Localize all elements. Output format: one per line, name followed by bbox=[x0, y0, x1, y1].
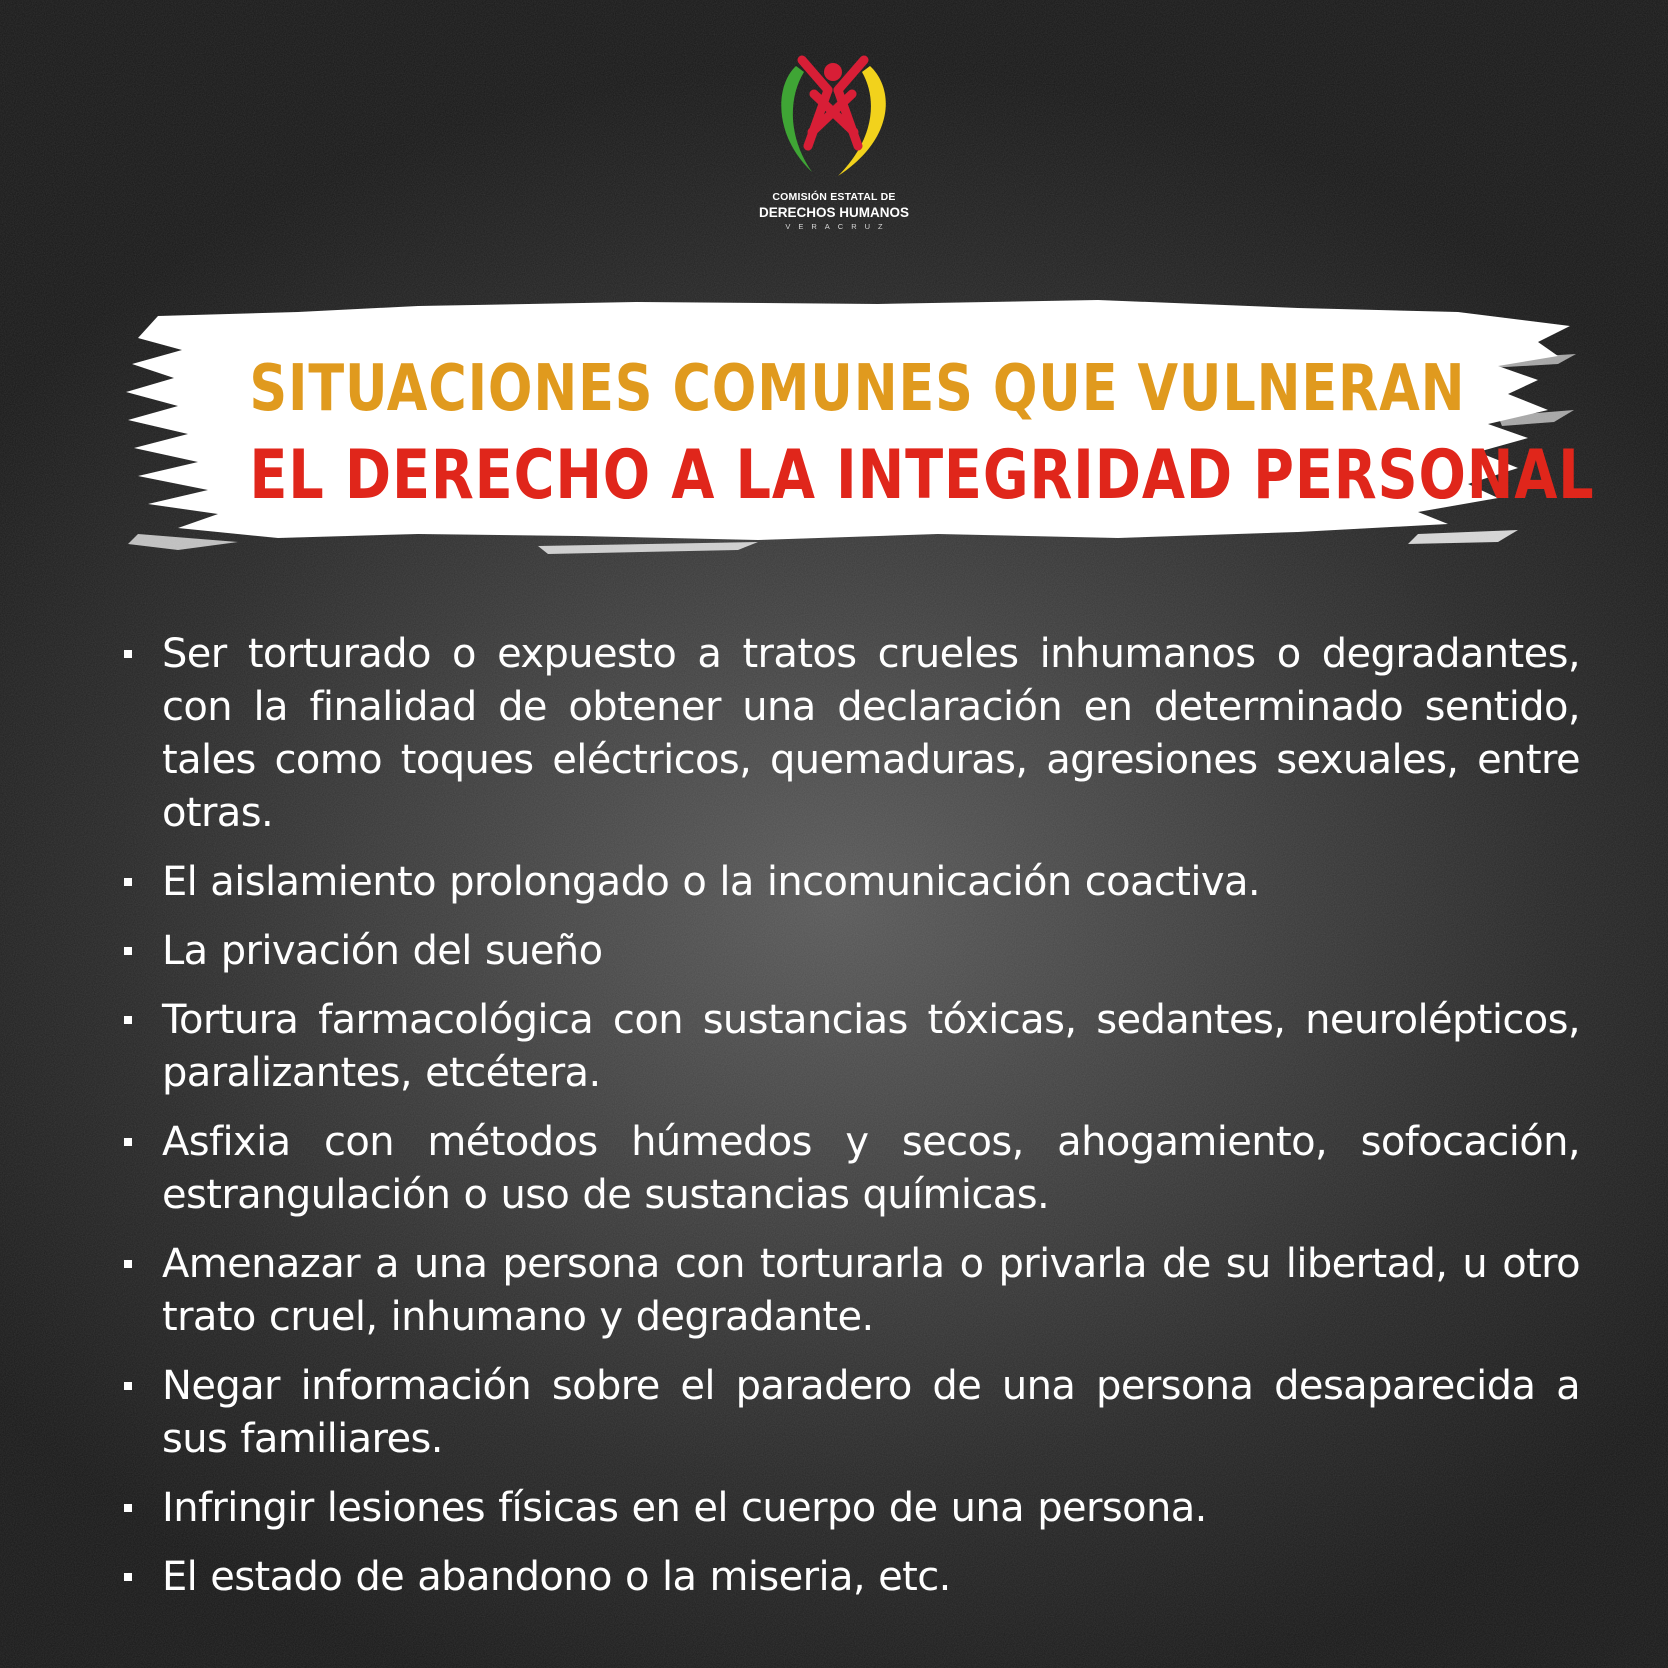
bullet-icon bbox=[124, 1016, 132, 1024]
list-item bbox=[118, 1551, 1580, 1604]
title-banner bbox=[118, 298, 1595, 578]
list-item bbox=[118, 1116, 1580, 1222]
list-item-text: Infringir lesiones físicas en el cuerpo de una persona. bbox=[162, 1485, 1207, 1531]
title-line-2: EL DERECHO A LA INTEGRIDAD PERSONAL bbox=[249, 436, 1595, 515]
list-item-text: Asfixia con métodos húmedos y secos, ahogamiento, sofocación, estrangulación o uso de sustancias químicas. bbox=[162, 1119, 1580, 1218]
logo-text-human-rights: DERECHOS HUMANOS bbox=[758, 205, 909, 220]
bullet-icon bbox=[124, 1260, 132, 1268]
list-item bbox=[118, 628, 1580, 840]
cedh-logo bbox=[734, 54, 934, 244]
list-item bbox=[118, 1238, 1580, 1344]
figure-head bbox=[824, 63, 842, 81]
list-item bbox=[118, 925, 1580, 978]
list-item-text: El estado de abandono o la miseria, etc. bbox=[162, 1554, 951, 1600]
green-arc bbox=[781, 66, 812, 172]
logo-text-state: VERACRUZ bbox=[785, 222, 891, 231]
situations-list bbox=[118, 628, 1580, 1620]
bullet-icon bbox=[124, 1504, 132, 1512]
list-item bbox=[118, 856, 1580, 909]
bullet-icon bbox=[124, 1382, 132, 1390]
list-item-text: Negar información sobre el paradero de una persona desaparecida a sus familiares. bbox=[162, 1363, 1580, 1462]
list-item bbox=[118, 994, 1580, 1100]
logo-text-commission: COMISIÓN ESTATAL DE bbox=[772, 191, 896, 203]
list-item-text: Ser torturado o expuesto a tratos crueles inhumanos o degradantes, con la finalidad de obtener una declaración en determinado sentido, tales como toques eléctricos, quemaduras, agresiones sexuales, entre otras. bbox=[162, 631, 1580, 836]
list-item-text: El aislamiento prolongado o la incomunicación coactiva. bbox=[162, 859, 1261, 905]
bullet-icon bbox=[124, 650, 132, 658]
list-item-text: La privación del sueño bbox=[162, 928, 603, 974]
bullet-icon bbox=[124, 947, 132, 955]
list-item bbox=[118, 1482, 1580, 1535]
list-item-text: Tortura farmacológica con sustancias tóxicas, sedantes, neurolépticos, paralizantes, etcétera. bbox=[162, 997, 1580, 1096]
bullet-icon bbox=[124, 1138, 132, 1146]
list-item bbox=[118, 1360, 1580, 1466]
bullet-icon bbox=[124, 1573, 132, 1581]
cedh-emblem-icon bbox=[774, 54, 894, 184]
bullet-icon bbox=[124, 878, 132, 886]
title-line-1: SITUACIONES COMUNES QUE VULNERAN bbox=[249, 352, 1466, 426]
list-item-text: Amenazar a una persona con torturarla o privarla de su libertad, u otro trato cruel, inhumano y degradante. bbox=[162, 1241, 1580, 1340]
